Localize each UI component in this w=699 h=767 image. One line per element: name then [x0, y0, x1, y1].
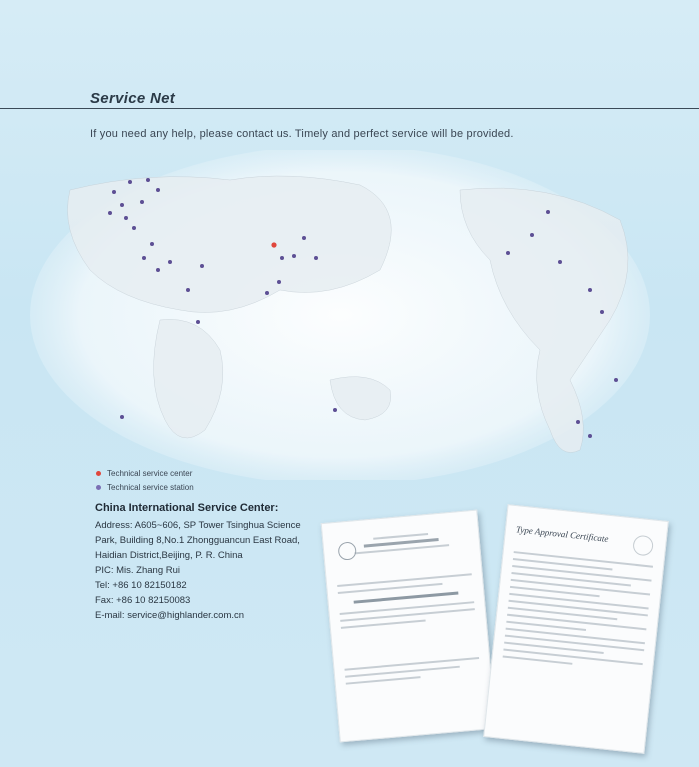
type-approval-certificate — [483, 504, 669, 754]
address-line-2: Park, Building 8,No.1 Zhongguancun East Road, — [95, 535, 300, 546]
contact-email[interactable]: E-mail: service@highlander.com.cn — [95, 610, 245, 621]
intro-text: If you need any help, please contact us. Timely and perfect service will be provided. — [90, 128, 514, 140]
type-approval-title: Type Approval Certificate — [515, 524, 609, 544]
service-station-dot — [292, 254, 296, 258]
world-map — [30, 150, 650, 480]
service-station-dot — [280, 256, 284, 260]
service-station-dot — [333, 408, 337, 412]
legend-label-station: Technical service station — [107, 482, 194, 492]
service-station-dot — [146, 178, 150, 182]
service-station-dot — [265, 291, 269, 295]
service-station-dot — [314, 256, 318, 260]
service-station-dot — [124, 216, 128, 220]
service-station-dot — [277, 280, 281, 284]
contact-block — [95, 502, 301, 623]
contact-heading: China International Service Center: — [95, 502, 279, 514]
service-station-dot — [600, 310, 604, 314]
contact-person: PIC: Mis. Zhang Rui — [95, 565, 180, 576]
service-centers — [271, 242, 276, 247]
service-station-dot — [530, 233, 534, 237]
service-station-dot — [558, 260, 562, 264]
legend-dot-station — [96, 485, 101, 490]
legend-label-center: Technical service center — [107, 468, 193, 478]
service-station-dot — [112, 190, 116, 194]
service-station-dot — [156, 268, 160, 272]
contact-tel: Tel: +86 10 82150182 — [95, 580, 187, 591]
service-station-dot — [302, 236, 306, 240]
service-station-dot — [546, 210, 550, 214]
service-station-dot — [132, 226, 136, 230]
pattern-approval-certificate — [321, 510, 497, 743]
service-station-dot — [200, 264, 204, 268]
service-station-dot — [150, 242, 154, 246]
service-station-dot — [506, 251, 510, 255]
map-legend — [96, 466, 194, 494]
service-station-dot — [156, 188, 160, 192]
address-line-1: Address: A605~606, SP Tower Tsinghua Science — [95, 520, 301, 531]
service-station-dot — [588, 434, 592, 438]
service-station-dot — [120, 415, 124, 419]
service-station-dot — [196, 320, 200, 324]
service-station-dot — [142, 256, 146, 260]
legend-item-center — [96, 466, 194, 480]
legend-item-station — [96, 480, 194, 494]
service-station-dot — [128, 180, 132, 184]
service-station-dot — [614, 378, 618, 382]
service-station-dot — [186, 288, 190, 292]
service-station-dot — [120, 203, 124, 207]
service-center-dot — [271, 242, 276, 247]
service-station-dot — [108, 211, 112, 215]
contact-fax: Fax: +86 10 82150083 — [95, 595, 191, 606]
service-station-dot — [168, 260, 172, 264]
address-line-3: Haidian District,Beijing, P. R. China — [95, 550, 243, 561]
header-rule — [0, 108, 699, 109]
service-station-dot — [588, 288, 592, 292]
page-title: Service Net — [90, 90, 176, 107]
legend-dot-center — [96, 471, 101, 476]
service-station-dot — [140, 200, 144, 204]
service-station-dot — [576, 420, 580, 424]
